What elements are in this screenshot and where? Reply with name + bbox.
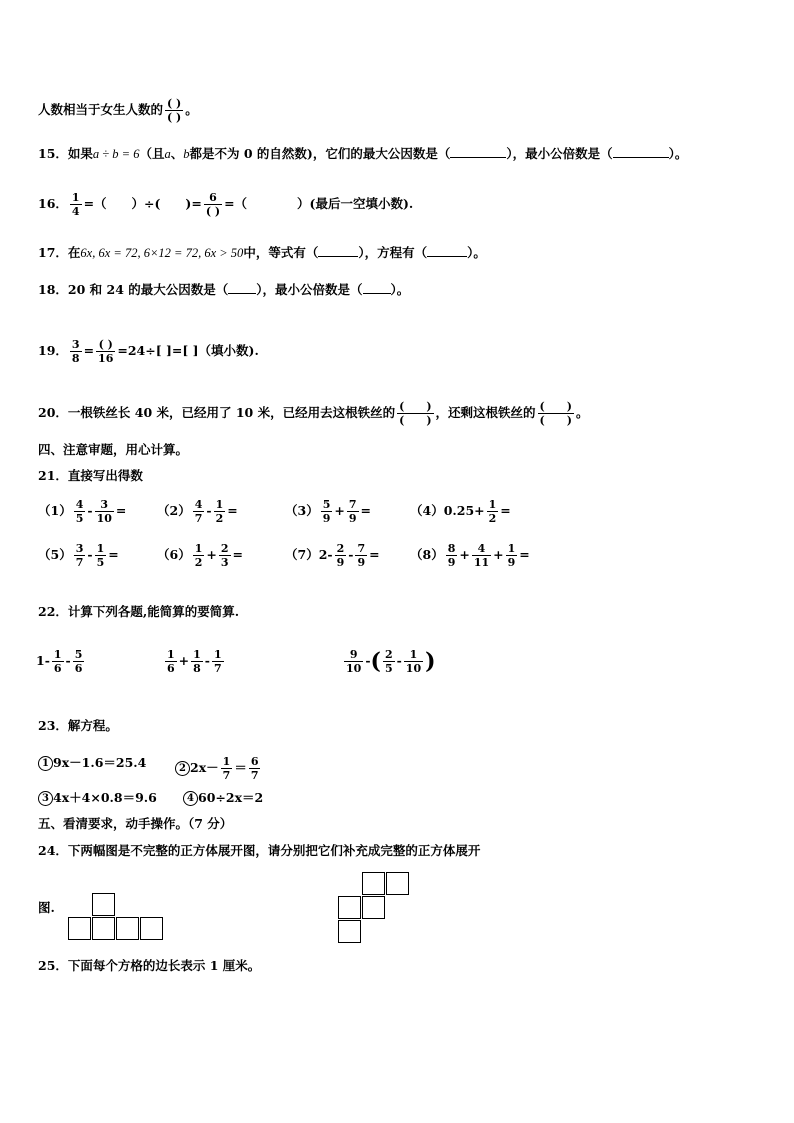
question-20: 20．一根铁丝长 40 米，已经用了 10 米，已经用去这根铁丝的 $\frac{( )}{( )}$ ，还剩这根铁丝的 $\frac{( )}{( )}$ 。	[38, 400, 589, 427]
expr-22-2: $\frac{1}{6}$ + $\frac{1}{8}$ - $\frac{1}{7}$	[167, 648, 222, 675]
answer-blank[interactable]	[613, 146, 669, 158]
question-19: 19． $\frac{3}{8}$ = $\frac{( )}{16}$ =24÷[ ]=[ ]（填小数).	[38, 338, 259, 365]
fraction: $\frac{( )}{( )}$	[539, 400, 572, 427]
net-square	[338, 896, 361, 919]
section-5-heading: 五、看清要求，动手操作。（7 分）	[38, 816, 233, 831]
section-4-heading: 四、注意审题，用心计算。	[38, 442, 189, 457]
question-21-title: 21．直接写出得数	[38, 468, 143, 483]
calc-item-1: （1） $\frac{4}{5}$ - $\frac{3}{10}$ =	[38, 498, 127, 525]
answer-blank[interactable]	[318, 245, 358, 257]
net-square	[92, 893, 115, 916]
answer-blank[interactable]	[228, 282, 256, 294]
calc-item-5: （5） $\frac{3}{7}$ - $\frac{1}{5}$ =	[38, 542, 119, 569]
expr-22-3: $\frac{9}{10}$ -( $\frac{2}{5}$ - $\frac{1}{10}$ )	[346, 648, 436, 675]
question-15: 15．如果a ÷ b = 6（且a、b都是不为 0 的自然数)，它们的最大公因数是（ ），最小公倍数是（ ）。	[38, 146, 688, 161]
question-25: 25．下面每个方格的边长表示 1 厘米。	[38, 958, 261, 973]
net-square	[68, 917, 91, 940]
answer-blank[interactable]	[450, 146, 506, 158]
equation-4: 4 60÷2x＝2	[183, 790, 263, 806]
fraction: $\frac{6}{( )}$	[205, 191, 221, 218]
question-17: 17．在6x, 6x = 72, 6×12 = 72, 6x > 50中，等式有（ ），方程有（ ）。	[38, 245, 486, 260]
calc-item-8: （8） $\frac{8}{9}$ + $\frac{4}{11}$ + $\frac{1}{9}$ =	[410, 542, 530, 569]
net-square	[116, 917, 139, 940]
question-18: 18．20 和 24 的最大公因数是（ ），最小公倍数是（ ）。	[38, 282, 410, 297]
fraction: $\frac{3}{8}$	[71, 338, 80, 365]
equation-1: 1 9x－1.6＝25.4	[38, 755, 146, 771]
calc-item-6: （6） $\frac{1}{2}$ + $\frac{2}{3}$ =	[157, 542, 243, 569]
calc-item-7: （7）2- $\frac{2}{9}$ - $\frac{7}{9}$ =	[285, 542, 380, 569]
fraction: $\frac{1}{4}$	[71, 191, 80, 218]
calc-item-4: （4）0.25+ $\frac{1}{2}$ =	[410, 498, 511, 525]
calc-item-3: （3） $\frac{5}{9}$ + $\frac{7}{9}$ =	[285, 498, 371, 525]
equation-2: 2 2x－ $\frac{1}{7}$ ＝ $\frac{6}{7}$	[175, 755, 262, 782]
q14-tail: 人数相当于女生人数的 $\frac{( )}{( )}$ 。	[38, 97, 198, 124]
question-24-line1: 24．下两幅图是不完整的正方体展开图，请分别把它们补充成完整的正方体展开	[38, 843, 481, 858]
answer-blank[interactable]	[363, 282, 391, 294]
question-16: 16． $\frac{1}{4}$ =（ ）÷( )= $\frac{6}{( )}$ =（ ）(最后一空填小数).	[38, 191, 414, 218]
question-23-title: 23．解方程。	[38, 718, 118, 733]
question-24-line2: 图.	[38, 900, 55, 915]
net-square	[92, 917, 115, 940]
fraction: $\frac{( )}{( )}$	[167, 97, 182, 124]
net-square	[362, 896, 385, 919]
net-square	[386, 872, 409, 895]
question-22-title: 22．计算下列各题,能简算的要简算.	[38, 604, 240, 619]
equation-3: 3 4x＋4×0.8＝9.6	[38, 790, 157, 806]
answer-blank[interactable]	[427, 245, 467, 257]
calc-item-2: （2） $\frac{4}{7}$ - $\frac{1}{2}$ =	[157, 498, 238, 525]
expr-22-1: 1- $\frac{1}{6}$ - $\frac{5}{6}$	[36, 648, 83, 675]
net-square	[140, 917, 163, 940]
fraction: $\frac{( )}{16}$	[98, 338, 114, 365]
net-square	[362, 872, 385, 895]
fraction: $\frac{( )}{( )}$	[399, 400, 432, 427]
net-square	[338, 920, 361, 943]
